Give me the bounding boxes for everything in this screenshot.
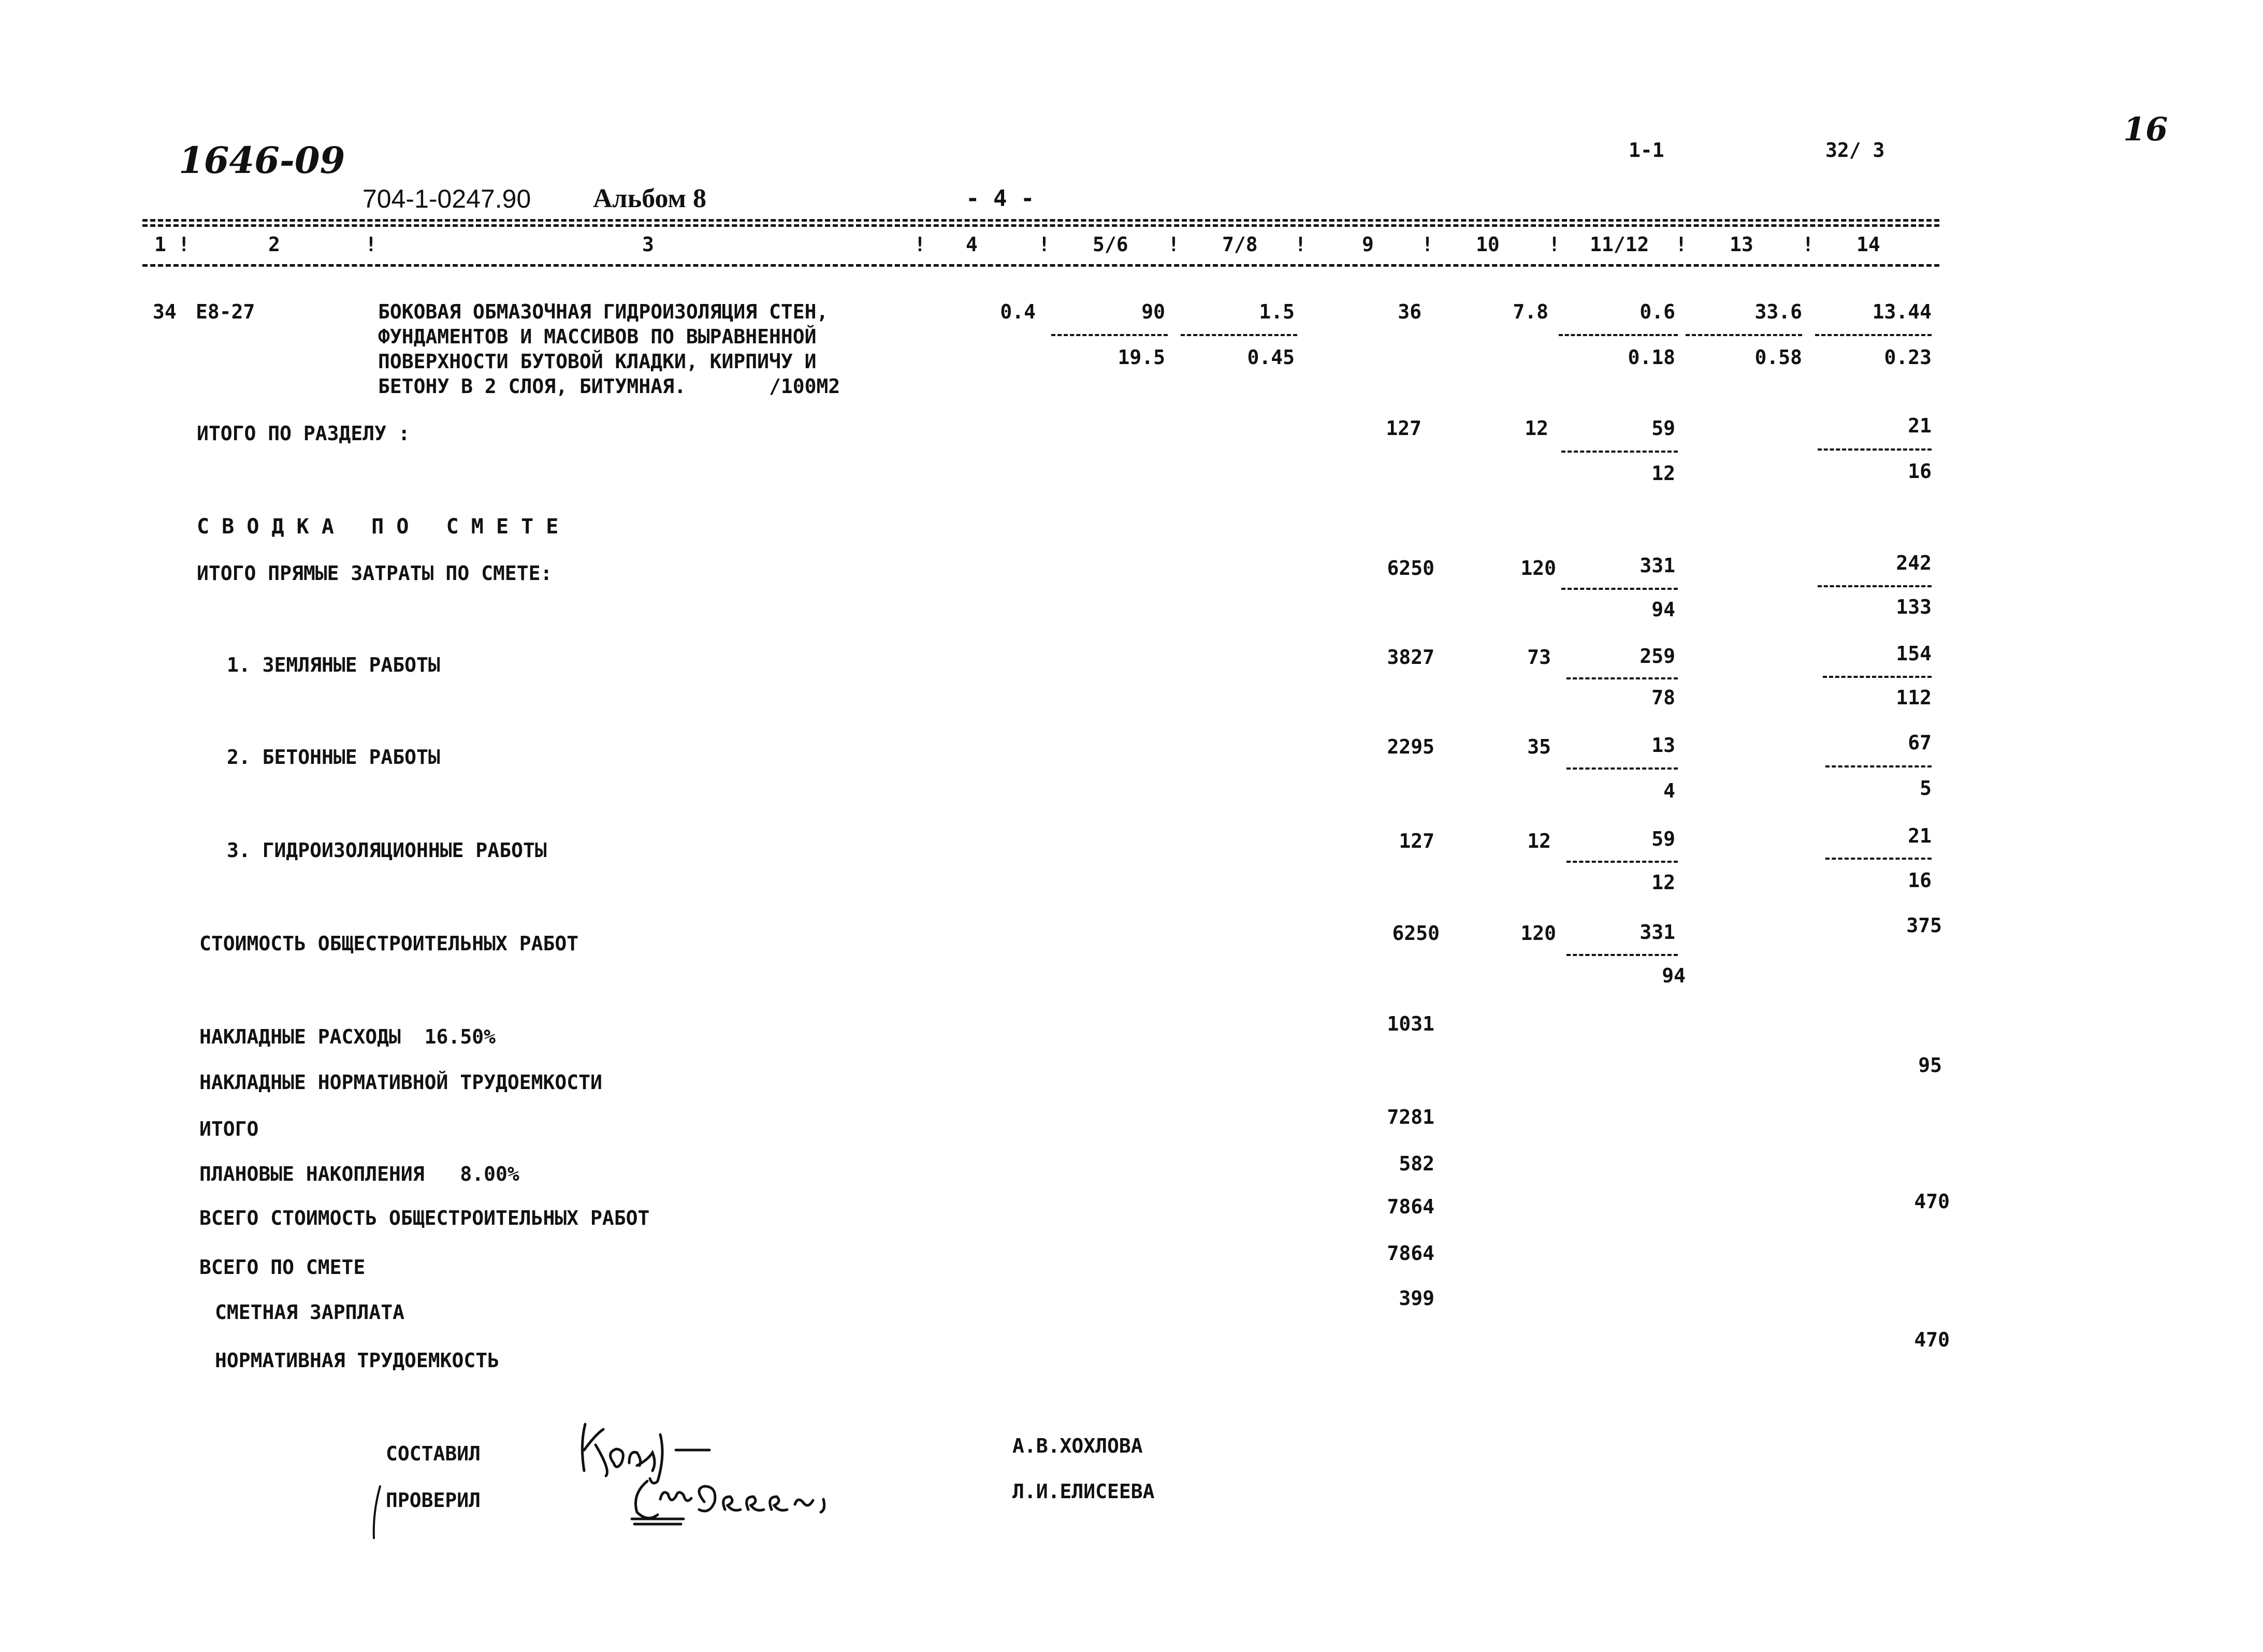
checked-label: ПРОВЕРИЛ [386, 1489, 481, 1512]
work-col14: 154 [1896, 642, 1932, 665]
totals-label: ПЛАНОВЫЕ НАКОПЛЕНИЯ 8.00% [199, 1163, 519, 1185]
item-col56: 90 [1141, 300, 1165, 323]
totals-label: НАКЛАДНЫЕ НОРМАТИВНОЙ ТРУДОЕМКОСТИ [199, 1071, 602, 1094]
work-col14-below: 5 [1920, 777, 1932, 800]
column-header: 3 [642, 233, 654, 256]
fraction-line [1051, 334, 1168, 336]
work-col1112-below: 78 [1651, 686, 1675, 709]
item-col14-below: 0.23 [1884, 346, 1932, 369]
fraction-line [1818, 585, 1932, 587]
work-col9: 127 [1399, 830, 1434, 852]
work-col10: 35 [1527, 735, 1551, 758]
work-col1112: 59 [1651, 828, 1675, 850]
item-number: 34 [153, 300, 177, 323]
totals-label: ИТОГО [199, 1118, 259, 1140]
fraction-line [1559, 334, 1678, 336]
section-total-col9: 127 [1386, 417, 1421, 440]
album-label: Альбом 8 [593, 184, 706, 213]
item-col4: 0.4 [1000, 300, 1036, 323]
totals-col9: 7864 [1387, 1242, 1434, 1265]
column-header: 11/12 [1590, 233, 1649, 256]
item-description-line: ФУНДАМЕНТОВ И МАССИВОВ ПО ВЫРАВНЕННОЙ [378, 325, 817, 348]
item-description-line: БЕТОНУ В 2 СЛОЯ, БИТУМНАЯ. /100М2 [378, 375, 840, 398]
column-header: 9 [1362, 233, 1374, 256]
fraction-line [1815, 334, 1932, 336]
fraction-line [1566, 861, 1678, 863]
column-header: ! [914, 233, 926, 256]
composed-label: СОСТАВИЛ [386, 1442, 481, 1465]
section-total-label: ИТОГО ПО РАЗДЕЛУ : [197, 422, 410, 445]
item-code: E8-27 [196, 300, 255, 323]
header-rule-top-2 [142, 224, 1939, 227]
totals-label: СМЕТНАЯ ЗАРПЛАТА [215, 1301, 405, 1324]
document-code: 704-1-0247.90 [362, 184, 531, 213]
section-total-col14-below: 16 [1908, 460, 1932, 483]
direct-costs-label: ИТОГО ПРЯМЫЕ ЗАТРАТЫ ПО СМЕТЕ: [197, 562, 553, 585]
item-col78-below: 0.45 [1247, 346, 1295, 369]
direct-costs-col14: 242 [1896, 552, 1932, 574]
fraction-line [1686, 334, 1802, 336]
totals-label: НАКЛАДНЫЕ РАСХОДЫ 16.50% [199, 1025, 496, 1048]
fraction-line [1566, 767, 1678, 770]
totals-col14: 470 [1914, 1328, 1950, 1351]
handwritten-number: 1646-09 [179, 139, 345, 182]
work-col9: 3827 [1387, 646, 1434, 669]
section-total-col10: 12 [1525, 417, 1548, 440]
work-col14-below: 16 [1908, 869, 1932, 892]
fraction-line [1561, 588, 1678, 590]
column-header: ! [1675, 233, 1687, 256]
checked-name: Л.И.ЕЛИСЕЕВА [1012, 1480, 1155, 1503]
work-col9: 2295 [1387, 735, 1434, 758]
work-col1112: 13 [1651, 734, 1675, 757]
composed-name: А.В.ХОХЛОВА [1012, 1434, 1143, 1457]
sheet-number: 32/ 3 [1825, 139, 1885, 162]
column-header: 14 [1856, 233, 1880, 256]
totals-col9: 1031 [1387, 1012, 1434, 1035]
page-marker: - 4 - [966, 185, 1035, 212]
work-label: 2. БЕТОННЫЕ РАБОТЫ [227, 746, 440, 769]
column-header: ! [365, 233, 377, 256]
column-header: 5/6 [1093, 233, 1128, 256]
item-description-line: ПОВЕРХНОСТИ БУТОВОЙ КЛАДКИ, КИРПИЧУ И [378, 350, 817, 373]
work-col1112: 259 [1640, 645, 1675, 668]
work-col10: 12 [1527, 830, 1551, 852]
column-header: ! [1038, 233, 1050, 256]
general-cost-label: СТОИМОСТЬ ОБЩЕСТРОИТЕЛЬНЫХ РАБОТ [199, 932, 579, 955]
totals-col14: 95 [1918, 1054, 1942, 1077]
totals-col9: 7281 [1387, 1106, 1434, 1128]
fraction-line [1566, 677, 1678, 679]
item-col13-below: 0.58 [1754, 346, 1802, 369]
section-total-col1112: 59 [1651, 417, 1675, 440]
totals-label: ВСЕГО ПО СМЕТЕ [199, 1256, 366, 1279]
totals-col14: 470 [1914, 1190, 1950, 1213]
item-col10: 7.8 [1513, 300, 1548, 323]
general-cost-col1112: 331 [1640, 921, 1675, 944]
column-header: ! [1548, 233, 1560, 256]
direct-costs-col10: 120 [1520, 557, 1556, 579]
general-cost-col1112-below: 94 [1662, 964, 1686, 987]
work-label: 1. ЗЕМЛЯНЫЕ РАБОТЫ [227, 654, 440, 676]
work-col14: 67 [1908, 731, 1932, 754]
fraction-line [1566, 954, 1678, 956]
column-header: 1 ! [154, 233, 190, 256]
column-header: 10 [1476, 233, 1500, 256]
direct-costs-col1112-below: 94 [1651, 598, 1675, 621]
fraction-line [1181, 334, 1297, 336]
general-cost-col10: 120 [1520, 922, 1556, 945]
fraction-line [1825, 858, 1932, 860]
column-header: 2 [268, 233, 280, 256]
work-col1112-below: 4 [1663, 779, 1675, 802]
direct-costs-col14-below: 133 [1896, 596, 1932, 618]
fraction-line [1823, 676, 1932, 678]
totals-label: НОРМАТИВНАЯ ТРУДОЕМКОСТЬ [215, 1349, 500, 1372]
checked-signature [627, 1473, 932, 1530]
work-col14-below: 112 [1896, 686, 1932, 709]
column-header: ! [1295, 233, 1307, 256]
item-col1112-below: 0.18 [1628, 346, 1675, 369]
header-rule-top [142, 219, 1939, 222]
totals-label: ВСЕГО СТОИМОСТЬ ОБЩЕСТРОИТЕЛЬНЫХ РАБОТ [199, 1207, 650, 1229]
section-total-col14: 21 [1908, 414, 1932, 437]
column-header: ! [1802, 233, 1814, 256]
column-header: 13 [1730, 233, 1753, 256]
general-cost-col9: 6250 [1392, 922, 1440, 945]
column-header: 4 [966, 233, 978, 256]
column-header: ! [1168, 233, 1180, 256]
item-col13: 33.6 [1754, 300, 1802, 323]
sheet-ref: 1-1 [1629, 139, 1664, 162]
column-header: ! [1421, 233, 1433, 256]
work-col1112-below: 12 [1651, 871, 1675, 894]
fraction-line [1561, 451, 1678, 453]
totals-col9: 7864 [1387, 1195, 1434, 1218]
item-description-line: БОКОВАЯ ОБМАЗОЧНАЯ ГИДРОИЗОЛЯЦИЯ СТЕН, [378, 300, 829, 323]
item-col78: 1.5 [1259, 300, 1295, 323]
summary-title: С В О Д К А П О С М Е Т Е [197, 515, 559, 539]
item-col9: 36 [1398, 300, 1421, 323]
page-number: 16 [2123, 110, 2168, 148]
item-col56-below: 19.5 [1118, 346, 1165, 369]
bracket-mark [369, 1481, 384, 1543]
direct-costs-col9: 6250 [1387, 557, 1434, 579]
section-total-col1112-below: 12 [1651, 462, 1675, 485]
work-col14: 21 [1908, 824, 1932, 847]
fraction-line [1818, 448, 1932, 451]
item-col1112: 0.6 [1640, 300, 1675, 323]
totals-col9: 582 [1399, 1152, 1434, 1175]
work-label: 3. ГИДРОИЗОЛЯЦИОННЫЕ РАБОТЫ [227, 839, 547, 862]
totals-col9: 399 [1399, 1287, 1434, 1310]
work-col10: 73 [1527, 646, 1551, 669]
column-header: 7/8 [1222, 233, 1258, 256]
general-cost-col14: 375 [1906, 914, 1942, 937]
direct-costs-col1112: 331 [1640, 554, 1675, 577]
item-col14: 13.44 [1872, 300, 1932, 323]
header-rule-bottom [142, 264, 1939, 267]
fraction-line [1825, 765, 1932, 767]
